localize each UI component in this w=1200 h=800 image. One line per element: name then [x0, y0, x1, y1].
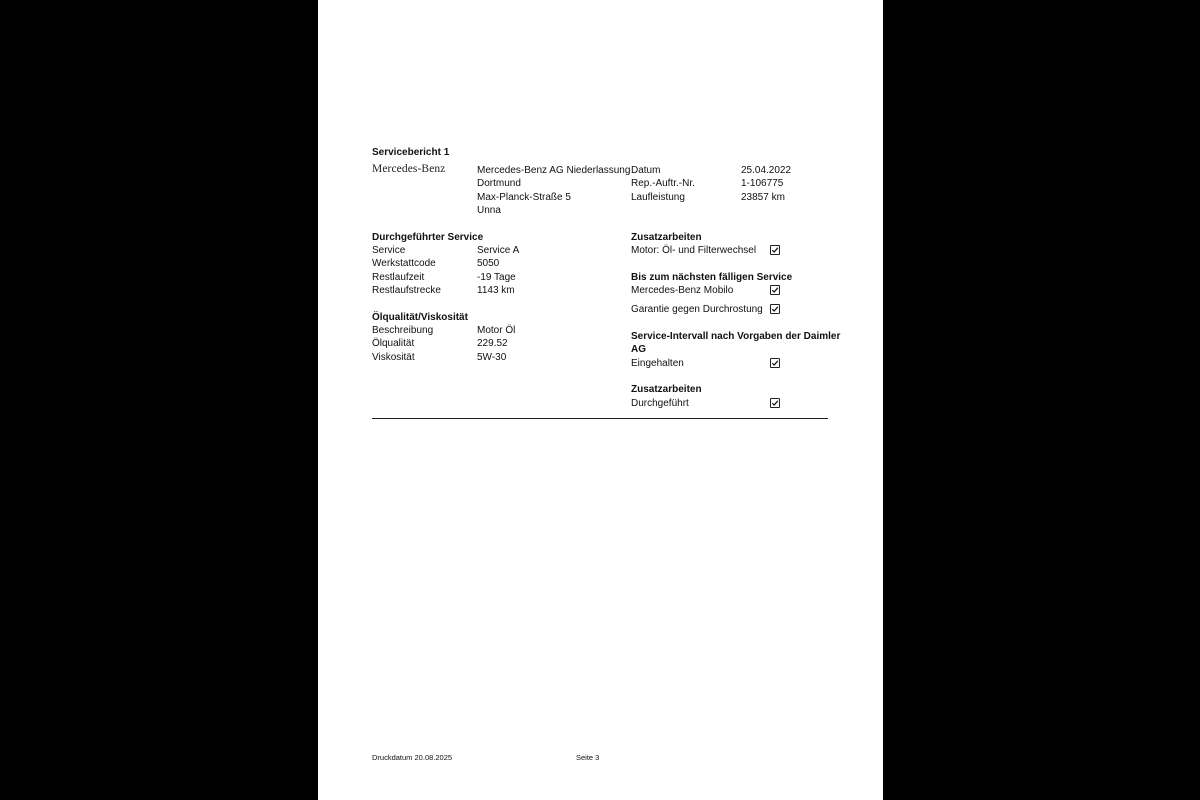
checkbox-checked-icon — [770, 285, 780, 295]
service-heading: Durchgeführter Service — [372, 232, 484, 243]
mobilo-label: Mercedes-Benz Mobilo — [631, 285, 734, 296]
section-divider — [372, 418, 828, 419]
interval-item: Eingehalten — [631, 358, 684, 369]
extra-work-heading-2: Zusatzarbeiten — [631, 384, 702, 395]
service-value: Service A — [477, 245, 520, 256]
remaining-time-value: -19 Tage — [477, 272, 516, 283]
remaining-distance-value: 1143 km — [477, 285, 515, 296]
oil-description-value: Motor Öl — [477, 325, 516, 336]
workshop-code-value: 5050 — [477, 258, 500, 269]
meta-label-order: Rep.-Auftr.-Nr. — [631, 178, 695, 189]
report-title: Servicebericht 1 — [372, 147, 450, 158]
dealer-city: Unna — [477, 205, 501, 216]
meta-label-mileage: Laufleistung — [631, 192, 685, 203]
extra-work-item: Motor: Öl- und Filterwechsel — [631, 245, 757, 256]
checkbox-checked-icon — [770, 398, 780, 408]
viscosity-label: Viskosität — [372, 352, 415, 363]
oil-quality-label: Ölqualität — [372, 338, 415, 349]
oil-heading: Ölqualität/Viskosität — [372, 312, 468, 323]
interval-heading-line1: Service-Intervall nach Vorgaben der Daimler — [631, 331, 841, 342]
brand-logo: Mercedes-Benz — [372, 163, 446, 175]
oil-description-label: Beschreibung — [372, 325, 434, 336]
checkbox-checked-icon — [770, 358, 780, 368]
meta-value-date: 25.04.2022 — [741, 165, 792, 176]
document-page — [318, 0, 883, 800]
oil-quality-value: 229.52 — [477, 338, 508, 349]
checkbox-checked-icon — [770, 245, 780, 255]
meta-value-order: 1-106775 — [741, 178, 784, 189]
viscosity-value: 5W-30 — [477, 352, 507, 363]
dealer-street: Max-Planck-Straße 5 — [477, 192, 571, 203]
extra-work-item-2: Durchgeführt — [631, 398, 689, 409]
page-number: Seite 3 — [576, 753, 600, 762]
dealer-name: Mercedes-Benz AG Niederlassung — [477, 165, 631, 176]
dealer-city-line: Dortmund — [477, 178, 521, 189]
remaining-distance-label: Restlaufstrecke — [372, 285, 441, 296]
workshop-code-label: Werkstattcode — [372, 258, 436, 269]
meta-value-mileage: 23857 km — [741, 192, 785, 203]
checkbox-checked-icon — [770, 304, 780, 314]
rust-warranty-label: Garantie gegen Durchrostung — [631, 304, 763, 315]
next-service-heading: Bis zum nächsten fälligen Service — [631, 272, 793, 283]
extra-work-heading: Zusatzarbeiten — [631, 232, 702, 243]
remaining-time-label: Restlaufzeit — [372, 272, 425, 283]
print-date: Druckdatum 20.08.2025 — [372, 753, 453, 762]
service-label: Service — [372, 245, 406, 256]
meta-label-date: Datum — [631, 165, 661, 176]
interval-heading-line2: AG — [631, 344, 646, 355]
